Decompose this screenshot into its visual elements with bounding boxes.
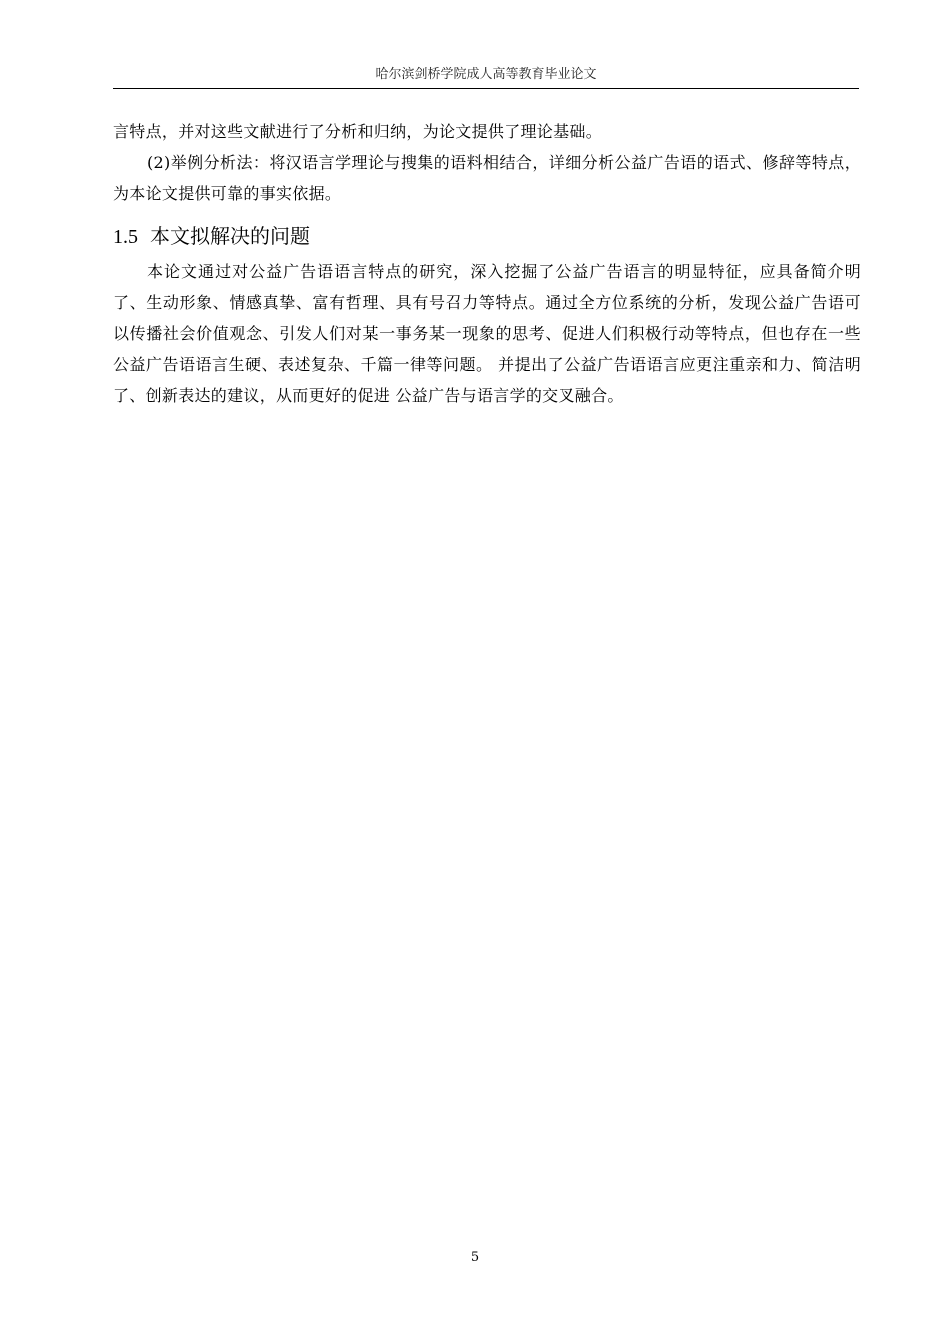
paragraph-continued: 言特点，并对这些文献进行了分析和归纳，为论文提供了理论基础。: [113, 122, 603, 141]
paragraph-section-body: 本论文通过对公益广告语语言特点的研究，深入挖掘了公益广告语言的明显特征，应具备简介明了、生动形象、情感真挚、富有哲理、具有号召力等特点。通过全方位系统的分析，发现公益广告语可以传播社会价值观念、引发人们对某一事务某一现象的思考、促进人们积极行动等特点，但也存在一些公益广告语语言生硬、表述复杂、千篇一律等问题。 并提出了公益广告语语言应更注重亲和力、简洁明了、创新表达的建议，从而更好的促进 公益广告与语言学的交叉融合。: [113, 262, 861, 405]
section-title: 本文拟解决的问题: [150, 224, 310, 248]
paragraph-method-2: (2)举例分析法：将汉语言学理论与搜集的语料相结合，详细分析公益广告语的语式、修辞等特点，为本论文提供可靠的事实依据。: [113, 153, 861, 203]
section-heading: [113, 219, 861, 254]
page-content: [113, 116, 861, 411]
section-number: 1.5: [113, 226, 138, 248]
header-rule: [113, 88, 859, 89]
running-header: 哈尔滨剑桥学院成人高等教育毕业论文: [375, 67, 597, 82]
page-number: 5: [470, 1250, 480, 1265]
